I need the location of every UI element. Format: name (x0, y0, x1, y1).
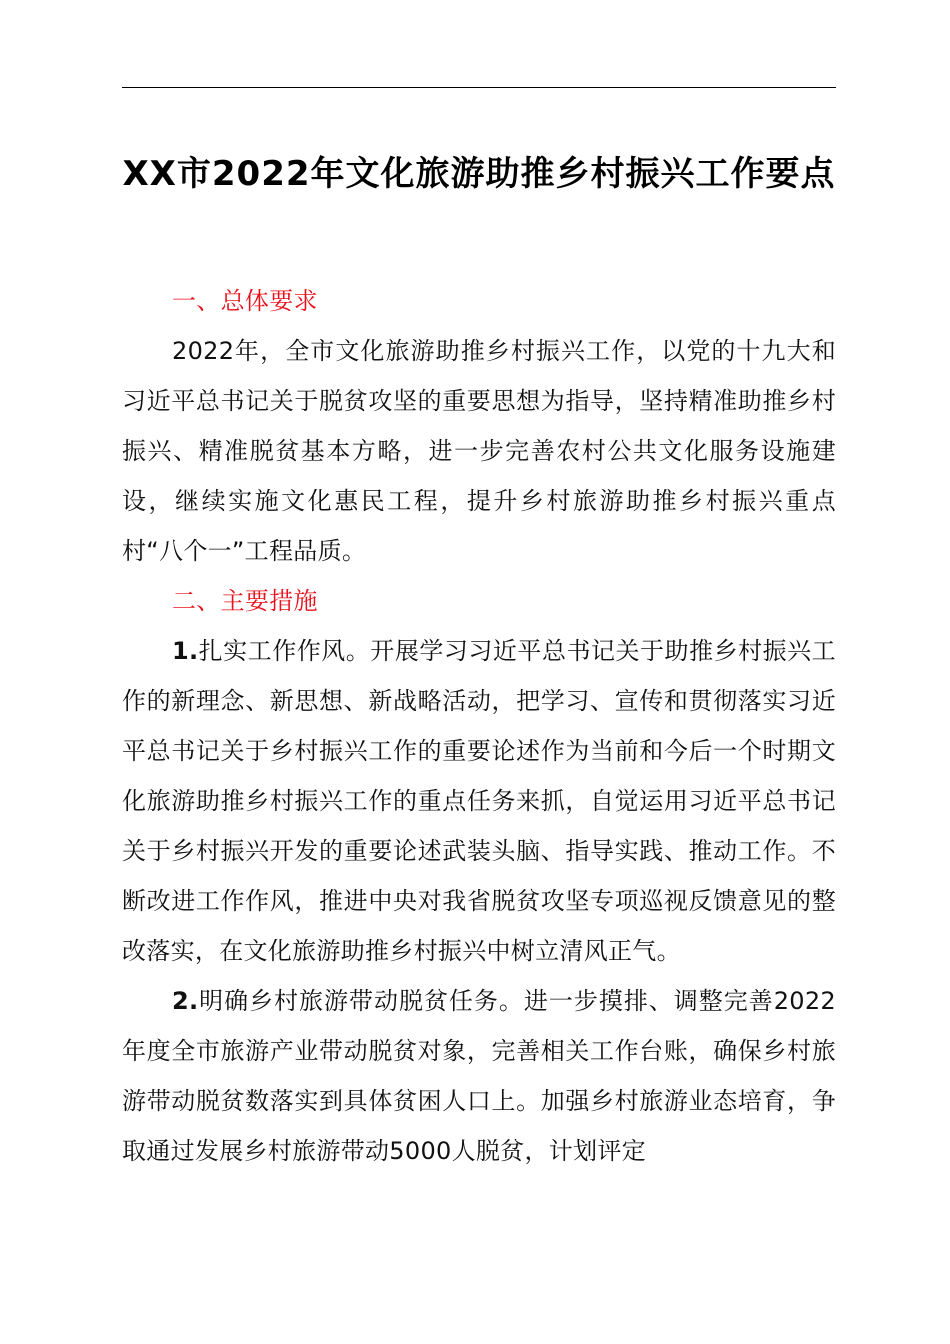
document-body (122, 276, 836, 1176)
document-title: XX市2022年文化旅游助推乡村振兴工作要点 (122, 154, 836, 194)
paragraph-text: 明确乡村旅游带动脱贫任务。进一步摸排、调整完善2022年度全市旅游产业带动脱贫对象，完善相关工作台账，确保乡村旅游带动脱贫数落实到具体贫困人口上。加强乡村旅游业态培育，争取通过发展乡村旅游带动5000人脱贫，计划评定 (122, 987, 836, 1165)
item-number: 2. (172, 987, 199, 1015)
paragraph-text: 2022年，全市文化旅游助推乡村振兴工作，以党的十九大和习近平总书记关于脱贫攻坚的重要思想为指导，坚持精准助推乡村振兴、精准脱贫基本方略，进一步完善农村公共文化服务设施建设，继续实施文化惠民工程，提升乡村旅游助推乡村振兴重点村“八个一”工程品质。 (122, 337, 836, 565)
header-rule (122, 87, 836, 88)
paragraph-measure-2 (122, 976, 836, 1176)
section-heading-main-measures: 二、主要措施 (172, 587, 318, 615)
paragraph-measure-1 (122, 626, 836, 976)
paragraph-general-requirements (122, 326, 836, 576)
paragraph-text: 扎实工作作风。开展学习习近平总书记关于助推乡村振兴工作的新理念、新思想、新战略活动，把学习、宣传和贯彻落实习近平总书记关于乡村振兴工作的重要论述作为当前和今后一个时期文化旅游助推乡村振兴工作的重点任务来抓，自觉运用习近平总书记关于乡村振兴开发的重要论述武装头脑、指导实践、推动工作。不断改进工作作风，推进中央对我省脱贫攻坚专项巡视反馈意见的整改落实，在文化旅游助推乡村振兴中树立清风正气。 (122, 637, 836, 965)
item-number: 1. (172, 637, 199, 665)
section-heading-general-requirements: 一、总体要求 (172, 287, 318, 315)
